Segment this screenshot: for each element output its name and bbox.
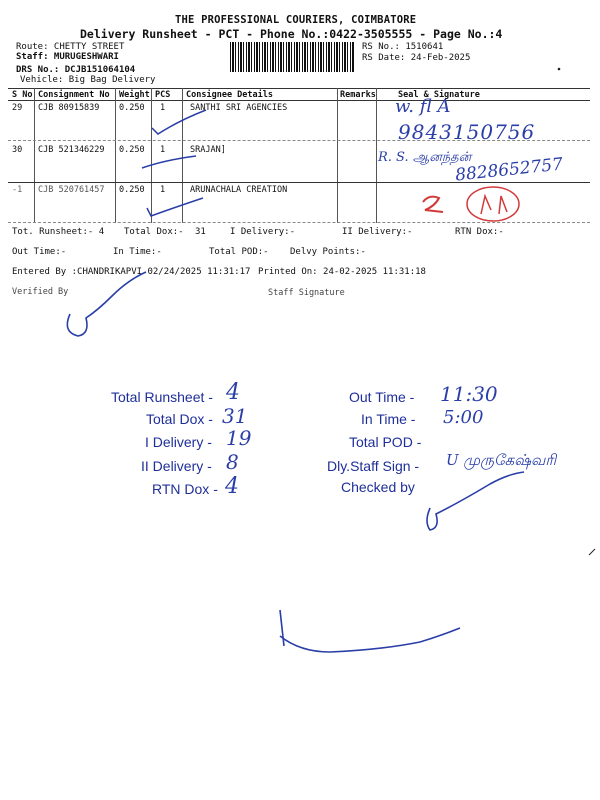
row-consignment: CJB 521346229: [38, 145, 105, 155]
stamp-dly-staff-sign-label: Dly.Staff Sign -: [327, 458, 420, 474]
stamp-i-delivery-value: 19: [226, 426, 252, 450]
entered-by: Entered By :CHANDRIKAPVI 02/24/2025 11:31:17: [12, 267, 251, 277]
divider: [337, 88, 338, 223]
stamp-in-time-value: 5:00: [443, 407, 484, 428]
stamp-ii-delivery-label: II Delivery -: [141, 458, 212, 474]
col-seal-signature: Seal & Signature: [398, 90, 480, 100]
col-weight: Weight: [119, 90, 150, 100]
rs-number: RS No.: 1510641: [362, 42, 444, 52]
col-consignee: Consignee Details: [186, 90, 273, 100]
row-pcs: 1: [160, 185, 166, 195]
verified-signature: [64, 270, 154, 342]
row1-signature: w. fl A: [395, 96, 451, 117]
ii-delivery: II Delivery:-: [342, 227, 413, 237]
row-weight: 0.250: [119, 185, 145, 195]
drs-number: DRS No.: DCJB151064104: [16, 65, 136, 75]
row2-phone: 8828652757: [454, 154, 564, 186]
stamp-checked-by-label: Checked by: [341, 479, 415, 495]
row-sno: 30: [12, 145, 23, 155]
verified-by: Verified By: [12, 287, 69, 297]
col-sno: S No: [12, 90, 33, 100]
rtn-dox: RTN Dox:-: [455, 227, 504, 237]
row-consignment: CJB 80915839: [38, 103, 100, 113]
staff-signature: Staff Signature: [268, 288, 345, 298]
stamp-rtn-dox-label: RTN Dox -: [152, 481, 218, 497]
row-consignee: ARUNACHALA CREATION: [190, 185, 288, 195]
stray-mark: [588, 548, 596, 556]
row1-phone: 9843150756: [398, 120, 536, 144]
table-header-rule: [8, 100, 590, 101]
stamp-total-dox-value: 31: [222, 404, 248, 428]
row2-signature: R. S. ஆனந்தன்: [378, 150, 472, 165]
runsheet-title: Delivery Runsheet - PCT - Phone No.:0422-3505555 - Page No.:4: [80, 27, 503, 41]
stamp-total-dox-label: Total Dox -: [146, 411, 213, 427]
total-runsheet: Tot. Runsheet:- 4: [12, 227, 105, 237]
total-dox-label: Total Dox:-: [124, 227, 184, 237]
i-delivery: I Delivery:-: [230, 227, 296, 237]
stamp-total-runsheet-value: 4: [226, 380, 240, 405]
vehicle-label: Vehicle: Big Bag Delivery: [20, 75, 156, 85]
rs-date: RS Date: 24-Feb-2025: [362, 53, 471, 63]
divider: [115, 88, 116, 223]
route-label: Route: CHETTY STREET: [16, 42, 125, 52]
total-pod: Total POD:-: [209, 247, 269, 257]
table-top-rule: [8, 88, 590, 89]
row-sno: -1: [12, 185, 23, 195]
stamp-rtn-dox-value: 4: [225, 474, 239, 499]
stamp-i-delivery-label: I Delivery -: [145, 434, 212, 450]
barcode: [230, 42, 354, 72]
stamp-out-time-value: 11:30: [440, 382, 498, 406]
stray-mark: [556, 66, 562, 72]
col-pcs: PCS: [155, 90, 171, 100]
tick-mark: [145, 194, 205, 220]
stamp-in-time-label: In Time -: [361, 411, 416, 427]
checked-by-signature: [420, 470, 530, 534]
stamp-total-pod-label: Total POD -: [349, 434, 422, 450]
row-pcs: 1: [160, 103, 166, 113]
col-consignment: Consignment No: [38, 90, 110, 100]
row-weight: 0.250: [119, 103, 145, 113]
delvy-points: Delvy Points:-: [290, 247, 366, 257]
stamp-out-time-label: Out Time -: [349, 389, 415, 405]
tick-mark: [150, 108, 210, 138]
in-time: In Time:-: [113, 247, 162, 257]
out-time: Out Time:-: [12, 247, 67, 257]
company-title: THE PROFESSIONAL COURIERS, COIMBATORE: [175, 14, 417, 26]
staff-label: Staff: MURUGESHWARI: [16, 52, 119, 62]
row-pcs: 1: [160, 145, 166, 155]
bottom-signature: [270, 606, 470, 666]
printed-on: Printed On: 24-02-2025 11:31:18: [258, 267, 426, 277]
stamp-ii-delivery-value: 8: [226, 450, 239, 474]
divider: [34, 88, 35, 223]
red-seal: [415, 184, 525, 226]
row-weight: 0.250: [119, 145, 145, 155]
row-consignment: CJB 520761457: [38, 185, 105, 195]
row-rule: [8, 182, 590, 183]
col-remarks: Remarks: [340, 90, 376, 100]
stamp-dly-staff-sign-value: U முருகேஷ்வரி: [446, 451, 557, 469]
row-sno: 29: [12, 103, 23, 113]
tick-mark: [140, 154, 200, 174]
row-consignee: SANTHI SRI AGENCIES: [190, 103, 288, 113]
total-dox-value: 31: [195, 227, 206, 237]
row-consignee: SRAJAN]: [190, 145, 226, 155]
stamp-total-runsheet-label: Total Runsheet -: [111, 389, 213, 405]
divider: [376, 88, 377, 223]
